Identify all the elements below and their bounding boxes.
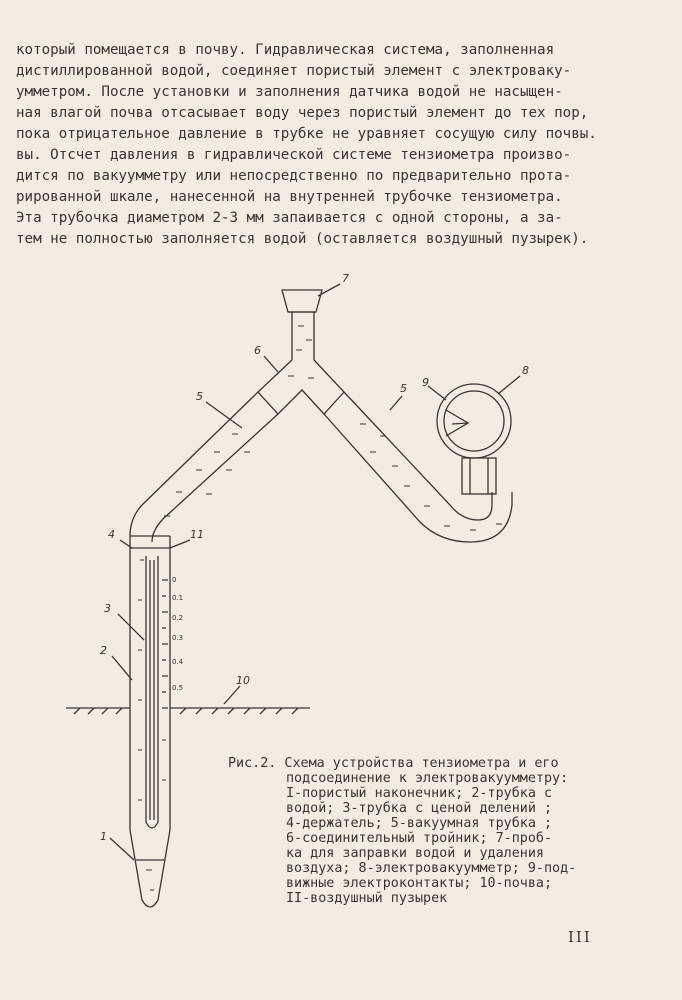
caption-line: подсоединение к электровакуумметру: xyxy=(286,771,569,786)
porous-tip xyxy=(130,830,170,907)
label-9: 9 xyxy=(422,376,429,389)
body-paragraph xyxy=(16,40,616,250)
caption-line: 4-держатель; 5-вакуумная трубка ; xyxy=(286,816,553,831)
tee-connector xyxy=(258,360,344,414)
label-5-left: 5 xyxy=(196,390,203,403)
scale-mark: 0.2 xyxy=(172,614,184,622)
label-11: 11 xyxy=(190,528,204,541)
gauge-neck xyxy=(462,458,496,494)
label-10: 10 xyxy=(236,674,250,687)
label-3: 3 xyxy=(104,602,111,615)
vacuum-tube-right xyxy=(324,392,512,542)
scale-mark: 0 xyxy=(172,576,177,584)
caption-line: ка для заправки водой и удаления xyxy=(286,846,544,861)
paragraph-line: Эта трубочка диаметром 2-3 мм запаивается с одной стороны, а за- xyxy=(16,210,563,226)
page-number: III xyxy=(568,928,592,946)
scale-mark: 0.4 xyxy=(172,658,184,666)
paragraph-line: тем не полностью заполняется водой (оставляется воздушный пузырек). xyxy=(16,231,589,247)
paragraph-line: дится по вакуумметру или непосредственно по предварительно прота- xyxy=(16,168,572,184)
caption-line: вижные электроконтакты; 10-почва; xyxy=(286,876,553,891)
caption-line: II-воздушный пузырек xyxy=(286,891,448,906)
scale-tube xyxy=(146,556,158,828)
label-8: 8 xyxy=(522,364,529,377)
label-5-right: 5 xyxy=(400,382,407,395)
stopper xyxy=(282,290,322,312)
scale-mark: 0.1 xyxy=(172,594,184,602)
caption-line: Рис.2. Схема устройства тензиометра и его xyxy=(228,756,559,771)
figure-caption xyxy=(228,756,638,906)
paragraph-line: вы. Отсчет давления в гидравлической системе тензиометра произво- xyxy=(16,147,572,163)
paragraph-line: рированной шкале, нанесенной на внутренней трубочке тензиометра. xyxy=(16,189,563,205)
label-4: 4 xyxy=(108,528,115,541)
scale-mark: 0.3 xyxy=(172,634,184,642)
caption-line: I-пористый наконечник; 2-трубка с xyxy=(286,786,553,801)
vacuum-tube-left xyxy=(130,392,278,542)
paragraph-line: дистиллированной водой, соединяет пористый элемент с электроваку- xyxy=(16,63,572,79)
paragraph-line: ная влагой почва отсасывает воду через пористый элемент до тех пор, xyxy=(16,105,589,121)
caption-line: водой; 3-трубка с ценой делений ; xyxy=(286,801,553,816)
paragraph-line: который помещается в почву. Гидравлическая система, заполненная xyxy=(16,42,555,58)
label-7: 7 xyxy=(342,272,349,285)
vacuum-gauge xyxy=(437,384,511,458)
caption-line: воздуха; 8-электровакуумметр; 9-под- xyxy=(286,861,577,876)
paragraph-line: умметром. После установки и заполнения датчика водой не насыщен- xyxy=(16,84,563,100)
scale-mark: 0.5 xyxy=(172,684,184,692)
label-6: 6 xyxy=(254,344,261,357)
paragraph-line: пока отрицательное давление в трубке не уравняет сосущую силу почвы. xyxy=(16,126,597,142)
label-1: 1 xyxy=(100,830,107,843)
caption-line: 6-соединительный тройник; 7-проб- xyxy=(286,831,553,846)
label-2: 2 xyxy=(100,644,107,657)
